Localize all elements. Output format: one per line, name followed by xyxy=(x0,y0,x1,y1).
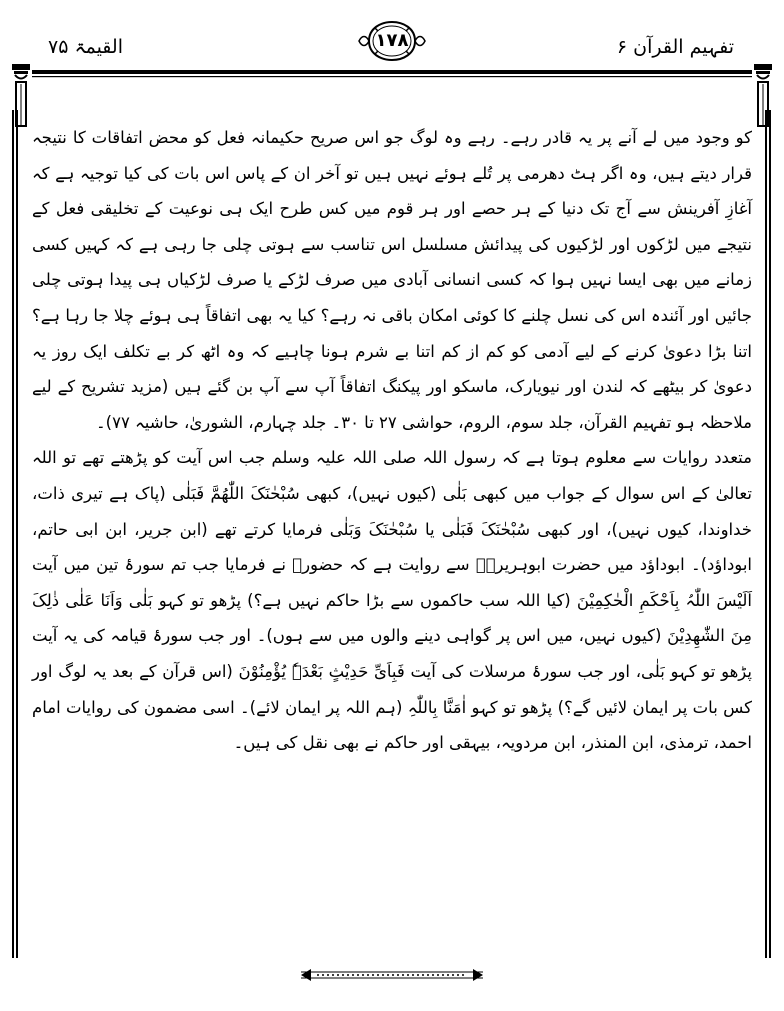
running-title: تفہیم القرآن ۶ xyxy=(616,36,734,58)
decorative-divider-icon xyxy=(297,966,487,984)
left-border-rule xyxy=(12,110,19,958)
top-frame-ornament xyxy=(10,62,774,128)
paragraph: کو وجود میں لے آنے پر یہ قادر رہے۔ رہے وہ لوگ جو اس صریح حکیمانہ فعل کو محض اتفاقات کا نتیجہ قرار دیتے ہیں، وہ اگر ہٹ دھرمی پر تُلے ہوئے نہیں ہیں تو آخر ان کے پاس اس بات کی کیا توجیہ ہے کہ آغازِ آفرینش سے آج تک دنیا کے ہر حصے اور ہر قوم میں کس طرح ایک ہی نوعیت کے تخلیقی فعل کے نتیجے میں لڑکوں اور لڑکیوں کی پیدائش مسلسل اس تناسب سے ہوتی چلی جا رہی ہے کہ کہیں کسی زمانے میں بھی ایسا نہیں ہوا کہ کسی انسانی آبادی میں صرف لڑکے یا صرف لڑکیاں ہی پیدا ہوتی چلی جائیں اور آئندہ اس کی نسل چلنے کا کوئی امکان باقی نہ رہے؟ کیا یہ بھی اتفاقاً ہی ہوئے چلا جا رہا ہے؟ اتنا بڑا دعویٰ کرنے کے لیے آدمی کو کم از کم اتنا بے شرم ہونا چاہیے کہ وہ اٹھ کر بے تکلف ایک روز یہ دعویٰ کر بیٹھے کہ لندن اور نیویارک، ماسکو اور پیکنگ اتفاقاً آپ سے آپ بن گئے ہیں (مزید تشریح کے لیے ملاحظہ ہو تفہیم القرآن، جلد سوم، الروم، حواشی ۲۷ تا ۳۰۔ جلد چہارم، الشوریٰ، حاشیہ ۷۷)۔ xyxy=(32,128,752,432)
right-border-rule xyxy=(765,110,772,958)
frame-border-icon xyxy=(10,62,774,128)
commentary-text xyxy=(32,120,752,761)
paragraph: متعدد روایات سے معلوم ہوتا ہے کہ رسول اللہ صلی اللہ علیہ وسلم جب اس آیت کو پڑھتے تھے تو اللہ تعالیٰ کے اس سوال کے جواب میں کبھی بَلٰی (کیوں نہیں)، کبھی سُبْحٰنَکَ اللّٰھُمَّ فَبَلٰی (پاک ہے تیری ذات، خداوندا، کیوں نہیں)، اور کبھی سُبْحٰنَکَ فَبَلٰی یا سُبْحٰنَکَ وَبَلٰی فرمایا کرتے تھے (ابن جریر، ابن ابی حاتم، ابوداؤد)۔ ابوداؤد میں حضرت ابوہریرہؓ سے روایت ہے کہ حضورؐ نے فرمایا جب تم سورۂ تین میں آیت اَلَیْسَ اللّٰہُ بِاَحْکَمِ الْحٰکِمِیْنَ (کیا اللہ سب حاکموں سے بڑا حاکم نہیں ہے؟) پڑھو تو کہو بَلٰی وَاَنَا عَلٰی ذٰلِکَ مِنَ الشّٰھِدِیْنَ (کیوں نہیں، میں اس پر گواہی دینے والوں میں سے ہوں)۔ اور جب سورۂ قیامہ کی یہ آیت پڑھو تو کہو بَلٰی، اور جب سورۂ مرسلات کی آیت فَبِاَیِّ حَدِیْثٍ بَعْدَہٗ یُؤْمِنُوْنَ (اس قرآن کے بعد یہ لوگ اور کس بات پر ایمان لائیں گے؟) پڑھو تو کہو اٰمَنَّا بِاللّٰہِ (ہم اللہ پر ایمان لائے)۔ اسی مضمون کی روایات امام احمد، ترمذی، ابن المنذر، ابن مردویہ، بیہقی اور حاکم نے بھی نقل کی ہیں۔ xyxy=(32,448,752,753)
end-of-text-ornament xyxy=(297,966,487,984)
page-number: ۱۷۸ xyxy=(375,30,409,51)
page-header xyxy=(20,18,764,64)
vertical-rule-icon xyxy=(765,110,772,958)
surah-name: القیمۃ ۷۵ xyxy=(48,36,123,58)
vertical-rule-icon xyxy=(12,110,19,958)
page-number-medallion xyxy=(353,18,431,64)
